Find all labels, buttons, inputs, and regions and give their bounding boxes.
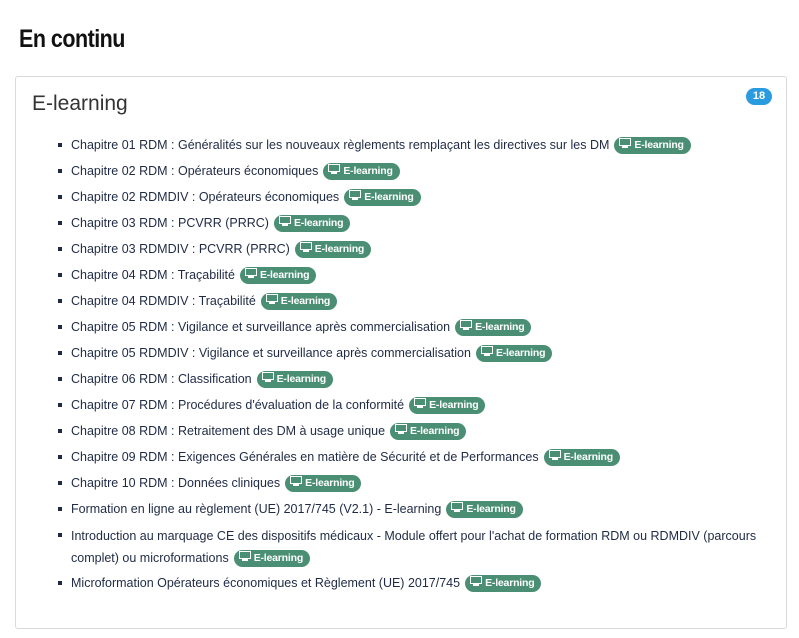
bullet [58, 299, 62, 303]
list-item [56, 343, 776, 363]
elearning-tag [257, 371, 333, 388]
elearning-tag [390, 423, 466, 440]
elearning-tag [240, 267, 316, 284]
tag-label: E-learning [475, 321, 525, 334]
bullet [58, 377, 62, 381]
elearning-tag [344, 189, 420, 206]
monitor-icon [300, 242, 312, 253]
list-item [56, 369, 776, 389]
list-item [56, 473, 776, 493]
course-link[interactable]: Chapitre 02 RDMDIV : Opérateurs économiques [71, 190, 340, 204]
elearning-tag [323, 163, 399, 180]
bullet [58, 429, 62, 433]
monitor-icon [470, 576, 482, 587]
elearning-tag [455, 319, 531, 336]
page-title: En continu [19, 25, 125, 53]
monitor-icon [266, 294, 278, 305]
list-item [56, 421, 776, 441]
elearning-card [15, 76, 787, 629]
monitor-icon [395, 424, 407, 435]
elearning-tag [295, 241, 371, 258]
tag-label: E-learning [485, 577, 535, 590]
elearning-tag [614, 137, 690, 154]
tag-label: E-learning [293, 217, 344, 230]
monitor-icon [245, 268, 257, 279]
list-item [56, 187, 776, 207]
course-link[interactable]: Chapitre 07 RDM : Procédures d'évaluation de la conformité [71, 398, 405, 412]
course-link[interactable]: Formation en ligne au règlement (UE) 2017/745 (V2.1) - E-learning [71, 502, 442, 516]
tag-label: E-learning [410, 425, 460, 438]
tag-label: E-learning [495, 347, 546, 360]
bullet [58, 533, 62, 537]
tag-label: E-learning [253, 552, 304, 565]
monitor-icon [262, 372, 274, 383]
monitor-icon [414, 398, 426, 409]
course-link[interactable]: Chapitre 03 RDM : PCVRR (PRRC) [71, 216, 269, 230]
tag-label: E-learning [634, 139, 684, 152]
tag-label: E-learning [343, 165, 393, 178]
bullet [58, 143, 62, 147]
bullet [58, 403, 62, 407]
monitor-icon [279, 216, 291, 227]
bullet [58, 481, 62, 485]
course-link[interactable]: Chapitre 09 RDM : Exigences Générales en matière de Sécurité et de Performances [71, 450, 539, 464]
elearning-tag [274, 215, 350, 232]
list-item [56, 239, 776, 259]
bullet [58, 169, 62, 173]
monitor-icon [290, 476, 302, 487]
course-link[interactable]: Chapitre 05 RDM : Vigilance et surveillance après commercialisation [71, 320, 451, 334]
elearning-tag [476, 345, 552, 362]
course-link[interactable]: Chapitre 01 RDM : Généralités sur les nouveaux règlements remplaçant les directives sur les DM [71, 138, 610, 152]
tag-label: E-learning [466, 503, 516, 516]
elearning-tag [285, 475, 361, 492]
list-item [56, 573, 776, 593]
tag-label: E-learning [276, 373, 326, 386]
elearning-tag [261, 293, 337, 310]
monitor-icon [619, 138, 631, 149]
monitor-icon [549, 450, 561, 461]
list-item [56, 135, 776, 155]
elearning-tag [544, 449, 620, 466]
elearning-tag [446, 501, 522, 518]
course-link[interactable]: Chapitre 03 RDMDIV : PCVRR (PRRC) [71, 242, 290, 256]
course-link[interactable]: Chapitre 10 RDM : Données cliniques [71, 476, 281, 490]
bullet [58, 247, 62, 251]
bullet [58, 273, 62, 277]
monitor-icon [239, 551, 251, 562]
list-item [56, 447, 776, 467]
list-item [56, 213, 776, 233]
list-item [56, 499, 776, 519]
tag-label: E-learning [364, 191, 414, 204]
elearning-tag [234, 550, 310, 567]
list-item [56, 395, 776, 415]
monitor-icon [460, 320, 472, 331]
list-item [56, 317, 776, 337]
course-link[interactable]: Chapitre 04 RDMDIV : Traçabilité [71, 294, 256, 308]
course-count-badge: 18 [746, 88, 772, 105]
elearning-tag [409, 397, 485, 414]
course-link[interactable]: Microformation Opérateurs économiques et Règlement (UE) 2017/745 [71, 576, 461, 590]
tag-label: E-learning [305, 477, 355, 490]
list-item [56, 525, 776, 569]
tag-label: E-learning [563, 451, 613, 464]
tag-label: E-learning [314, 243, 365, 256]
list-item [56, 291, 776, 311]
tag-label: E-learning [280, 295, 331, 308]
tag-label: E-learning [259, 269, 310, 282]
course-link[interactable]: Introduction au marquage CE des dispositifs médicaux - Module offert pour l'achat de formation RDM ou RDMDIV (parcours complet) ou microformations [71, 529, 757, 565]
bullet [58, 455, 62, 459]
course-link[interactable]: Chapitre 04 RDM : Traçabilité [71, 268, 235, 282]
bullet [58, 507, 62, 511]
section-title: E-learning [32, 92, 128, 115]
monitor-icon [451, 502, 463, 513]
monitor-icon [349, 190, 361, 201]
bullet [58, 221, 62, 225]
bullet [58, 351, 62, 355]
course-link[interactable]: Chapitre 06 RDM : Classification [71, 372, 252, 386]
bullet [58, 581, 62, 585]
course-list [56, 135, 776, 599]
monitor-icon [481, 346, 493, 357]
list-item [56, 161, 776, 181]
course-link[interactable]: Chapitre 05 RDMDIV : Vigilance et surveillance après commercialisation [71, 346, 471, 360]
monitor-icon [328, 164, 340, 175]
course-link[interactable]: Chapitre 02 RDM : Opérateurs économiques [71, 164, 319, 178]
elearning-tag [465, 575, 541, 592]
course-link[interactable]: Chapitre 08 RDM : Retraitement des DM à usage unique [71, 424, 386, 438]
bullet [58, 195, 62, 199]
list-item [56, 265, 776, 285]
tag-label: E-learning [429, 399, 479, 412]
bullet [58, 325, 62, 329]
